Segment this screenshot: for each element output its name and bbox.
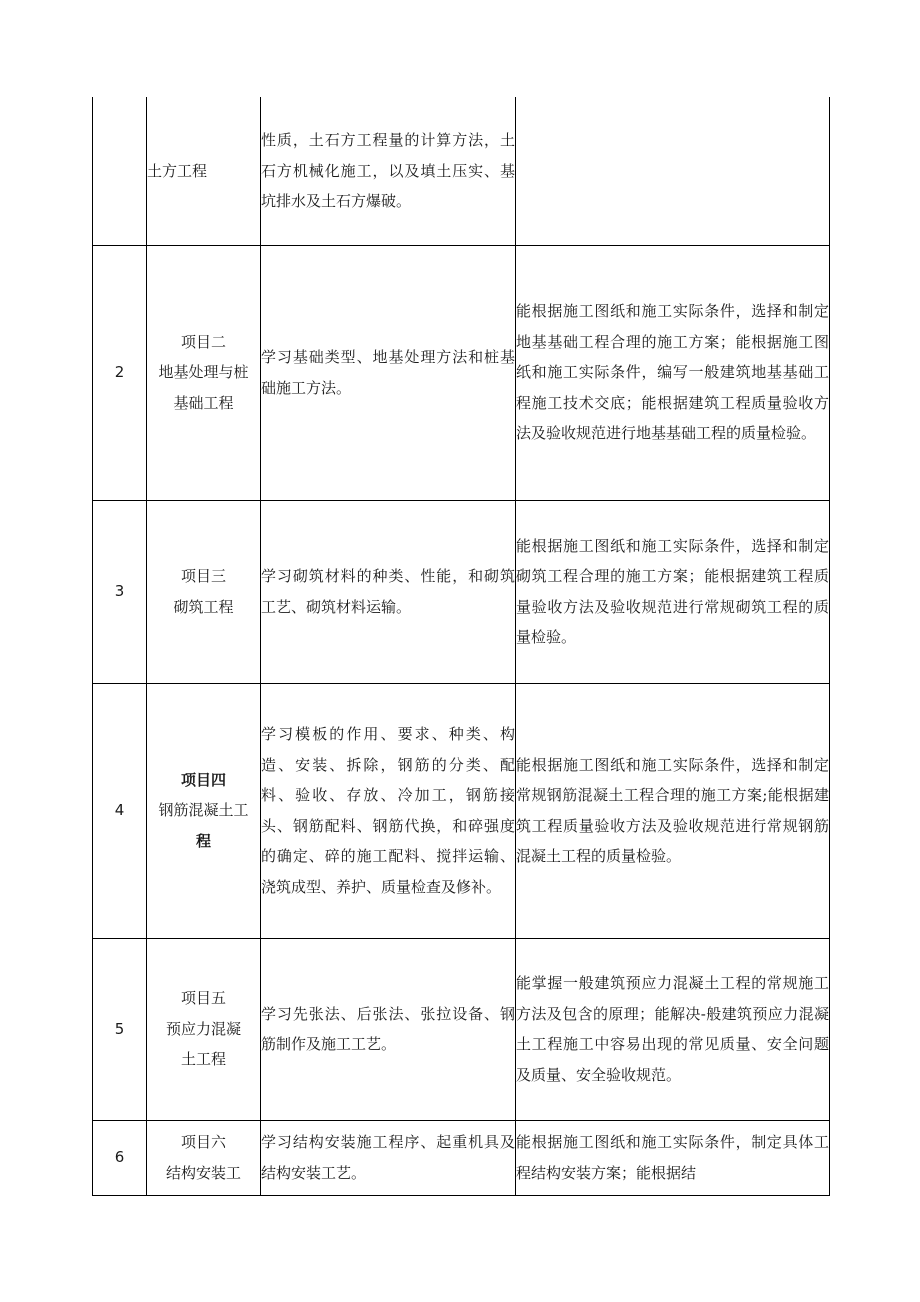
- project-name-line: 项目二: [180, 332, 226, 351]
- row-number: 2: [93, 245, 147, 500]
- project-name-line: 项目六: [180, 1133, 226, 1151]
- project-name: [147, 245, 261, 500]
- project-name-line: 砌筑工程: [173, 597, 234, 616]
- ability-goal: 能掌握一般建筑预应力混凝土工程的常规施工方法及包含的原理；能解决-般建筑预应力混凝土工程施工中容易出现的常见质量、安全问题及质量、安全验收规范。: [516, 938, 830, 1120]
- learning-content: 学习结构安装施工程序、起重机具及结构安装工艺。: [261, 1120, 516, 1195]
- row-number: 5: [93, 938, 147, 1120]
- project-name: [147, 1120, 261, 1195]
- project-name: [147, 683, 261, 938]
- project-name-line: 土方工程: [147, 161, 208, 180]
- row-number: 6: [93, 1120, 147, 1195]
- row-number: 3: [93, 500, 147, 683]
- project-name: [147, 97, 261, 245]
- project-name-line: 预应力混凝: [165, 1019, 241, 1038]
- ability-goal: [516, 97, 830, 245]
- table-row: [93, 245, 830, 500]
- project-name-line: 项目五: [180, 989, 226, 1008]
- ability-goal: 能根据施工图纸和施工实际条件，制定具体工程结构安装方案；能根据结: [516, 1120, 830, 1195]
- learning-content: 学习模板的作用、要求、种类、构造、安装、拆除，钢筋的分类、配料、验收、存放、冷加工，钢筋接头、钢筋配料、钢筋代换，和碎强度的确定、碎的施工配料、搅拌运输、浇筑成型、养护、质量检查及修补。: [261, 683, 516, 938]
- ability-goal: 能根据施工图纸和施工实际条件，选择和制定地基基础工程合理的施工方案；能根据施工图纸和施工实际条件，编写一般建筑地基基础工程施工技术交底；能根据建筑工程质量验收方法及验收规范进行地基基础工程的质量检验。: [516, 245, 830, 500]
- project-name-line: 基础工程: [173, 393, 234, 412]
- project-name-line: 钢筋混凝土工: [158, 801, 249, 820]
- row-number: [93, 97, 147, 245]
- table-row: [93, 683, 830, 938]
- project-name-line: 项目三: [180, 567, 226, 585]
- project-name-line: 地基处理与桩: [158, 363, 249, 382]
- learning-content: 学习先张法、后张法、张拉设备、钢筋制作及施工工艺。: [261, 938, 516, 1120]
- table-row: [93, 1120, 830, 1195]
- table-row: [93, 97, 830, 245]
- ability-goal: 能根据施工图纸和施工实际条件，选择和制定常规钢筋混凝土工程合理的施工方案;能根据建筑工程质量验收方法及验收规范进行常规钢筋混凝土工程的质量检验。: [516, 683, 830, 938]
- project-name-line: 项目四: [180, 770, 226, 789]
- project-name-line: 程: [195, 831, 211, 850]
- table-row: [93, 938, 830, 1120]
- learning-content: 学习基础类型、地基处理方法和桩基础施工方法。: [261, 245, 516, 500]
- learning-content: 学习砌筑材料的种类、性能，和砌筑工艺、砌筑材料运输。: [261, 500, 516, 683]
- project-name-line: 结构安装工: [165, 1163, 241, 1182]
- project-name: [147, 938, 261, 1120]
- row-number: 4: [93, 683, 147, 938]
- ability-goal: 能根据施工图纸和施工实际条件，选择和制定砌筑工程合理的施工方案；能根据建筑工程质量验收方法及验收规范进行常规砌筑工程的质量检验。: [516, 500, 830, 683]
- project-name: [147, 500, 261, 683]
- learning-content: 性质，土石方工程量的计算方法，土石方机械化施工，以及填土压实、基坑排水及土石方爆破。: [261, 97, 516, 245]
- course-table: [92, 97, 830, 1196]
- table-row: [93, 500, 830, 683]
- project-name-line: 土工程: [180, 1050, 226, 1069]
